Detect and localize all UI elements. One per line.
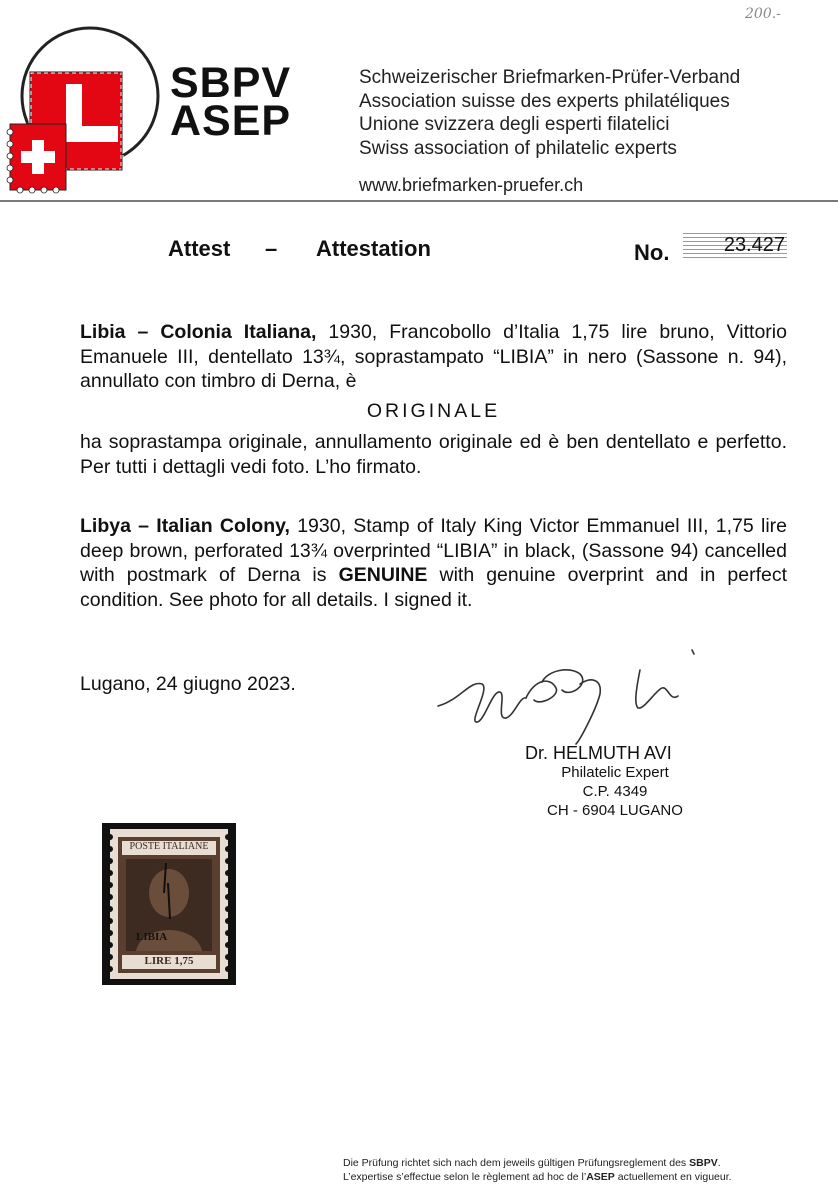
sbpv-logo-icon bbox=[0, 14, 165, 196]
expert-address: CH - 6904 LUGANO bbox=[547, 802, 683, 819]
footer-fr-text: L’expertise s’effectue selon le règlement ad hoc de l’ bbox=[343, 1171, 587, 1183]
place-date: Lugano, 24 giugno 2023. bbox=[80, 673, 296, 695]
certificate-number: 23.427 bbox=[683, 233, 787, 261]
footer-line-de bbox=[343, 1156, 833, 1170]
expert-po-box: C.P. 4349 bbox=[582, 783, 648, 800]
italian-text-1: 1930, Francobollo d’Italia 1,75 lire bruno, Vittorio Emanuele III, dentellato 13¾, soprastampato “LIBIA” in nero (Sassone n. 94), annullato con timbro di Derna, è bbox=[80, 321, 787, 392]
english-text-1: 1930, Stamp of Italy King Victor Emmanuel III, 1,75 lire deep brown, perforated 13¾ overprinted “LIBIA” in black, (Sassone 94) cancelled with postmark of Derna is bbox=[80, 515, 787, 586]
footer-de-sbpv: SBPV bbox=[689, 1157, 718, 1169]
number-label: No. bbox=[634, 240, 670, 265]
expert-title: Philatelic Expert bbox=[561, 764, 669, 781]
footer-fr-asep: ASEP bbox=[586, 1171, 615, 1183]
attestation-title: Attestation bbox=[316, 236, 431, 261]
title-dash: – bbox=[265, 236, 278, 261]
assoc-it: Unione svizzera degli esperti filatelici bbox=[359, 114, 670, 135]
assoc-fr: Association suisse des experts philatéliques bbox=[359, 90, 730, 112]
signature-icon bbox=[430, 640, 710, 750]
stamp-overprint: LIBIA bbox=[136, 931, 168, 943]
italian-verdict: ORIGINALE bbox=[366, 400, 501, 422]
stamp-value: LIRE 1,75 bbox=[144, 955, 194, 967]
brand-wordmark bbox=[170, 59, 292, 145]
assoc-de: Schweizerischer Briefmarken-Prüfer-Verband bbox=[359, 67, 741, 88]
association-names bbox=[359, 66, 740, 160]
english-verdict: GENUINE bbox=[338, 564, 428, 586]
expert-name: Dr. HELMUTH AVI bbox=[525, 743, 672, 763]
footer-line-fr bbox=[343, 1170, 833, 1184]
english-intro: Libya – Italian Colony, bbox=[80, 515, 290, 537]
footer-note bbox=[343, 1156, 833, 1184]
expert-signature-block bbox=[525, 744, 705, 820]
stamp-photo bbox=[102, 823, 236, 985]
brand-asep: ASEP bbox=[170, 97, 292, 145]
stamp-top-text: POSTE ITALIANE bbox=[129, 841, 209, 852]
footer-de-end: . bbox=[717, 1157, 721, 1169]
assoc-en: Swiss association of philatelic experts bbox=[359, 137, 677, 159]
footer-fr-end: actuellement en vigueur. bbox=[614, 1171, 732, 1183]
italian-paragraph bbox=[80, 320, 787, 394]
english-paragraph bbox=[80, 514, 787, 612]
italian-text-2: ha soprastampa originale, annullamento originale ed è ben dentellato e perfetto. Per tutti i dettagli vedi foto. L’ho firmato. bbox=[80, 431, 787, 478]
website-link[interactable]: www.briefmarken-pruefer.ch bbox=[359, 175, 584, 195]
attest-title: Attest bbox=[168, 236, 231, 261]
english-text-2: with genuine overprint and in perfect condition. See photo for all details. I signed it. bbox=[80, 564, 788, 611]
header-divider bbox=[0, 200, 838, 202]
pencil-price-note: 200.- bbox=[745, 6, 781, 22]
italian-intro: Libia – Colonia Italiana, bbox=[80, 321, 317, 343]
footer-de-text: Die Prüfung richtet sich nach dem jeweils gültigen Prüfungsreglement des bbox=[343, 1157, 690, 1169]
brand-sbpv: SBPV bbox=[170, 59, 292, 107]
